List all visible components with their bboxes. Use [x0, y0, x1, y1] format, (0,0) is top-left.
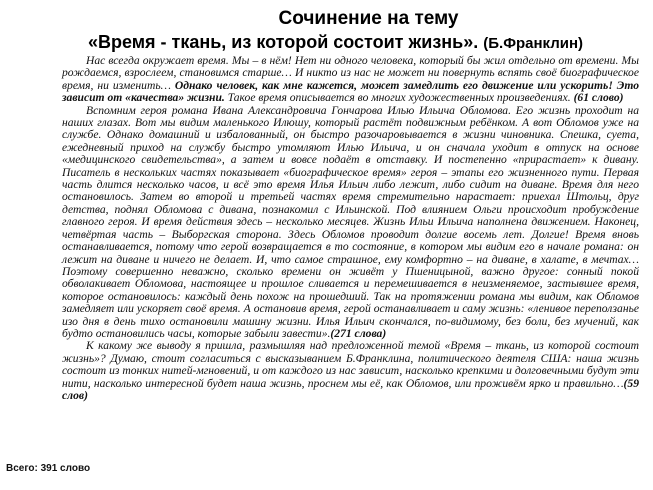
paragraph-3-word-count: (59 слов) — [62, 376, 639, 402]
paragraph-2 — [62, 105, 639, 341]
title-block — [0, 7, 653, 55]
paragraph-2-word-count: (271 слова) — [330, 326, 387, 340]
paragraph-3-text: К какому же выводу я пришла, размышляя над предложенной темой «Время – ткань, из которой состоит жизнь»? Думаю, стоит согласиться с высказыванием Б.Франклина, политического деятеля США: наша жизнь состоит из тонких нитей-мгновений, и от каждого из нас зависит, насколько крепкими и долговечными будут эти нити, насколько интересной будет наша жизнь, проснем мы её, как Обломов, или проживём ярко и правильно… — [62, 339, 639, 390]
paragraph-1-word-count: (61 слово) — [573, 91, 624, 105]
paragraph-1-bold: Однако человек, как мне кажется, может замедлить его движение или ускорить! Это зависит от «качества» жизни. — [62, 78, 640, 105]
total-word-count: Всего: 391 слово — [6, 463, 91, 474]
paragraph-2-text: Вспомним героя романа Ивана Александровича Гончарова Илью Ильича Обломова. Его жизнь проходит на наших глазах. Вот мы видим маленького Илюшу, который растёт подвижным ребёнком. А вот Обломов уже на службе. Однако домашний и избалованный, он быстро разочаровывается в жизни чиновника. Спешка, суета, ежедневный приход на службу быстро утомляют Илью Ильича, и он сначала уходит в отпуск на основе «медицинского свидетельства», а затем и вовсе подаёт в отставку. И постепенно «прирастает» к дивану. Писатель в нескольких частях показывает «биографическое время» героя – этапы его жизненного пути. Первая часть длится несколько часов, и всё это время Илья Ильич либо лежит, либо сидит на диване. Время для него остановилось. Затем во второй и третьей частях время стремительно нарастает: приехал Штольц, друг детства, поднял Обломова с дивана, познакомил с Ильинской. Под влиянием Ольги происходит пробуждение главного героя. И время действия здесь – несколько месяцев. Жизнь Ильи Ильича наполнена движением. Наконец, четвёртая часть – Выборгская сторона. Здесь Обломов проводит долгие восемь лет. Долгие! Время вновь останавливается, потому что герой возвращается в то состояние, в котором мы видим его в начале романа: он лежит на диване и ничего не делает. И, что самое страшное, ему комфортно – на диване, в халате, в мечтах… Поэтому совершенно неважно, сколько времени он живёт у Пшеницыной, важно другое: сонный покой обволакивает Обломова, настоящее и прошлое сливается и перемешивается в неизменяемое, застывшее время, которое остановилось: каждый день похож на прошедший. Так на протяжении романа мы видим, как Обломов замедляет или ускоряет своё время. А остановив время, герой останавливает и саму жизнь: «ленивое переползанье изо дня в день тихо остановили машину жизни. Илья Ильич скончался, по-видимому, без боли, без мучений, как будто остановились часы, которые забыли завести». — [62, 103, 639, 340]
title-author: (Б.Франклин) — [483, 35, 584, 52]
paragraph-1 — [62, 55, 639, 105]
paragraph-1-text: Нас всегда окружает время. Мы – в нём! Нет ни одного человека, который бы жил отдельно от времени. Мы рождаемся, взрослеем, становимся старше… И никто из нас не может ни повернуть вспять своё биографическое время, ни изменить… — [62, 54, 639, 92]
title-line-2 — [18, 31, 653, 55]
title-line-1: Сочинение на тему — [278, 8, 459, 29]
title-quote: «Время - ткань, из которой состоит жизнь». — [87, 32, 479, 52]
essay-body — [62, 55, 639, 402]
paragraph-3 — [62, 340, 639, 402]
paragraph-1-text-end: Такое время описывается во многих художественных произведениях. — [224, 91, 574, 105]
